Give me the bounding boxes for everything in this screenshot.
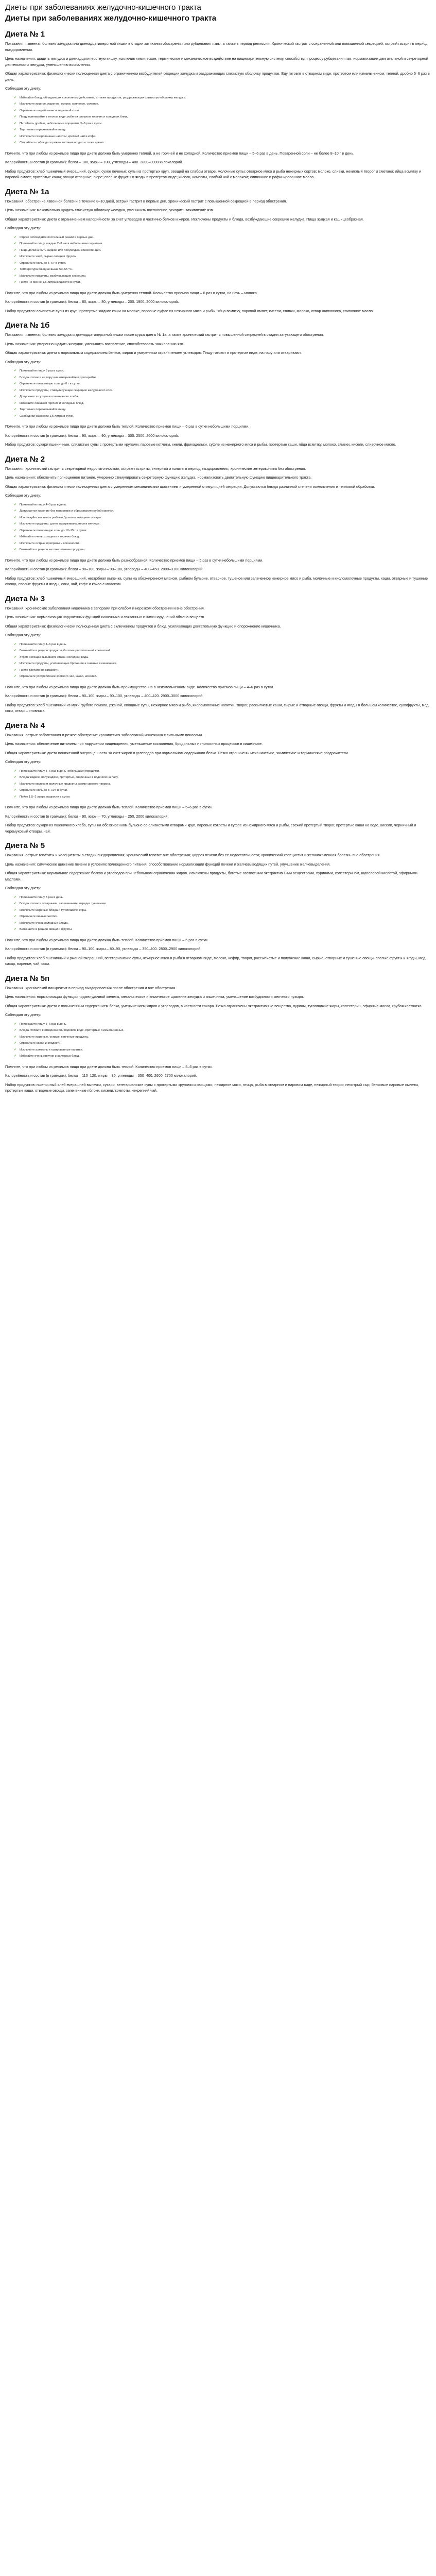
diet-paragraph: Помните, что при любом из режимов пища при диете должна быть умеренно теплой. Количество приемов пищи – 6 раз в сутки, на ночь – молоко. [5, 290, 258, 295]
diet-rule-item: ✔ Блюда жидкие, полужидкие, протертые, сваренные в воде или на пару. [20, 774, 431, 781]
diet-paragraph: Помните, что при любом из режимов пища при диете должна быть теплой. Количество приемов пищи – 5–6 раз в сутки. [5, 1064, 213, 1069]
diet-title: Диета № 1б [5, 321, 50, 330]
diet-rule-item: ✔ Избегайте очень холодных и горячих блюд. [20, 534, 431, 540]
diet-title: Диета № 1 [5, 30, 45, 39]
diet-rule-item: ✔ Исключите продукты, стимулирующие секрецию желудочного сока. [20, 387, 431, 394]
diet-paragraph: Помните, что при любом из режимов пища при диете должна быть теплой. Количество приемов пищи – 5 раз в сутки. [5, 937, 208, 942]
diet-intro-paragraph: Цель назначения: химическое щажение печени в условиях полноценного питания, способствование нормализации функций печени и желчевыводящих путей, улучшение желчевыделения. [5, 861, 331, 867]
diet-paragraph: Набор продуктов: слизистые супы из круп, протертые жидкие каши на молоке, паровые суфле из нежирного мяса и рыбы, яйца всмятку, паровой омлет, кисели, сливки, молоко, отвар шиповника, сливочное масло. [5, 308, 374, 313]
diet-rule-item: ✔ Пейте 1,5–2 литра жидкости в сутки. [20, 794, 431, 801]
diet-rule-item: ✔ Пищу принимайте в теплом виде, избегая слишком горячих и холодных блюд. [20, 114, 431, 121]
diet-intro-paragraph: Общая характеристика: физиологически полноценная диета с умеренным механическим щажением и умеренной стимуляцией секреции. Допускаются блюда различной степени измельчения и тепловой обработки. [5, 484, 375, 489]
diet-rule-item: ✔ Допускаются сухари из пшеничного хлеба. [20, 394, 431, 400]
diet-rule-item: ✔ Блюда готовьте на пару или отваривайте и протирайте. [20, 375, 431, 381]
diet-paragraph: Калорийность и состав (в граммах): белки – 110–120, жиры – 80, углеводы – 350–400. 2600–2700 килокалорий. [5, 1073, 197, 1078]
diet-intro-paragraph: Общая характеристика: диета с нормальным содержанием белков, жиров и умеренным ограничением углеводов. Пищу готовят в протертом виде, на пару или отваривают. [5, 350, 302, 355]
diet-intro-paragraph: Показания: язвенная болезнь желудка и двенадцатиперстной кишки после курса диеты № 1а, а также хронический гастрит с повышенной секрецией в стадии затухающего обострения. [5, 332, 324, 337]
diet-rule-item: ✔ Свободной жидкости 1,5 литра в сутки. [20, 413, 431, 420]
diet-paragraph: Помните, что при любом из режимов пища при диете должна быть умеренно теплой, а не горячей и не холодной. Количество приемов пищи – 5–6 раз в день. Поваренной соли – не более 8–10 г в день. [5, 150, 355, 156]
diet-intro-paragraph: Соблюдая эту диету: [5, 359, 41, 364]
diet-section [5, 188, 431, 314]
diet-section [5, 974, 431, 1094]
diet-section [5, 321, 431, 448]
diet-paragraph: Набор продуктов: сухари из пшеничного хлеба, супы на обезжиренном бульоне со слизистыми отварами круп, паровые котлеты и суфле из нежирного мяса и рыбы, свежий протертый творог, протертые каши на воде, кисели, черничный и черемуховый отвары, чай. [5, 823, 416, 834]
diet-section [5, 841, 431, 967]
diet-section [5, 721, 431, 835]
diet-title: Диета № 4 [5, 721, 45, 730]
diet-rules-list [5, 894, 431, 933]
diet-rule-item: ✔ Допускается жарение без панировки и образования грубой корочки. [20, 508, 431, 515]
diet-rule-item: ✔ Питайтесь дробно, небольшими порциями, 5–6 раз в сутки. [20, 121, 431, 127]
diet-rule-item: ✔ Принимайте пищу 4–5 раз в день. [20, 502, 431, 509]
diet-rule-item: ✔ Тщательно пережевывайте пищу. [20, 127, 431, 133]
diet-rule-item: ✔ Ограничьте соль до 8–10 г в сутки. [20, 787, 431, 794]
diet-rule-item: ✔ Исключите молоко и молочные продукты, кроме свежего творога. [20, 781, 431, 788]
diet-rule-item: ✔ Избегайте блюд, обладающих сокогонным действием, а также продуктов, раздражающих слизистую оболочку желудка. [20, 95, 431, 101]
diet-title: Диета № 1а [5, 187, 49, 196]
diet-rule-item: ✔ Ограничьте потребление поваренной соли. [20, 108, 431, 114]
diet-rule-item: ✔ Ограничьте употребление крепкого чая, какао, киселей. [20, 673, 431, 680]
diet-rule-item: ✔ Ограничьте сахар и сладости. [20, 1040, 431, 1047]
diet-rule-item: ✔ Избегайте слишком горячих и холодных блюд. [20, 400, 431, 407]
diet-intro-paragraph: Показания: хронический гастрит с секреторной недостаточностью; острые гастриты, энтериты и колиты в период выздоровления; хронические энтероколиты без обострения. [5, 466, 306, 471]
diet-intro-paragraph: Показания: язвенная болезнь желудка или двенадцатиперстной кишки в стадии затихания обострения или рубцевания язвы, а также в период ремиссии. Хронический гастрит с сохраненной или повышенной секрецией; острый гастрит в период выздоровления. [5, 41, 428, 52]
diet-intro-paragraph: Общая характеристика: физиологически полноценная диета с ограничением возбудителей секреции желудка и раздражающих слизистую оболочку продуктов. Еду готовят в отварном виде, протертом или измельченном; теплой, дробно 5–6 раз в день. [5, 71, 430, 82]
diet-paragraph: Набор продуктов: хлеб пшеничный вчерашний, сухари, сухое печенье; супы из протертых круп, овощей на слабом отваре, молочные супы; отварное мясо и рыба нежирных сортов; молоко, сливки, некислый творог и сметана; яйца всмятку и паровой омлет; протертые каши; овощи отварные, пюре; спелые фрукты и ягоды в протертом виде; кисели, компоты, слабый чай с молоком; сливочное и рафинированное масло. [5, 168, 422, 179]
diet-rule-item: ✔ Принимайте пищу 4–6 раз в день. [20, 641, 431, 648]
diet-intro-paragraph: Общая характеристика: диета с ограничением калорийности за счет углеводов и частично белков и жиров. Исключены продукты и блюда, возбуждающие секрецию желудка. Пища жидкая и кашицеобразная. [5, 216, 364, 222]
diet-intro-paragraph: Показания: острые гепатиты и холециститы в стадии выздоровления; хронический гепатит вне обострения; цирроз печени без ее недостаточности; хронический холецистит и желчнокаменная болезнь вне обострения. [5, 853, 381, 857]
diet-rule-item: ✔ Температура блюд не выше 50–55 °С. [20, 266, 431, 273]
diet-paragraph: Помните, что при любом из режимов пища при диете должна быть теплой. Количество приемов пищи – 5–6 раз в сутки. [5, 805, 213, 809]
diet-paragraph: Калорийность и состав (в граммах): белки – 90–100, жиры – 90–100, углеводы – 400–420. 2900–3000 килокалорий. [5, 693, 204, 698]
diet-rule-item: ✔ Блюда готовьте отварными, запеченными, изредка тушеными. [20, 901, 431, 907]
diet-intro-paragraph: Общая характеристика: нормальное содержание белков и углеводов при небольшом ограничении жиров. Исключены продукты, богатые азотистыми экстрактивными веществами, пуринами, холестерином, щавелевой кислотой, эфирными маслами. [5, 871, 417, 882]
diet-rules-list [5, 641, 431, 680]
diet-rule-item: ✔ Принимайте пищу 5–6 раз в день небольшими порциями. [20, 768, 431, 775]
page-heading: Диеты при заболеваниях желудочно-кишечного тракта [5, 14, 217, 23]
diet-rule-item: ✔ Принимайте пищу каждые 2–3 часа небольшими порциями. [20, 241, 431, 247]
diet-paragraph: Помните, что при любом из режимов пища при диете должна быть преимущественно в неизмельченном виде. Количество приемов пищи – 4–6 раз в сутки. [5, 684, 274, 689]
diet-rule-item: ✔ Исключите продукты, долго задерживающиеся в желудке. [20, 521, 431, 528]
diet-intro-paragraph: Показания: острые заболевания и резкое обострение хронических заболеваний кишечника с сильными поносами. [5, 732, 203, 737]
diet-title: Диета № 5п [5, 974, 50, 983]
diet-rules-list [5, 234, 431, 286]
diet-section [5, 595, 431, 714]
diet-title: Диета № 3 [5, 594, 45, 603]
diet-rule-item: ✔ Исключите жирное, жареное, острое, копченое, соленое. [20, 101, 431, 108]
diet-intro-paragraph: Показания: обострение язвенной болезни в течение 8–10 дней, острый гастрит в первые дни, хронический гастрит с повышенной секрецией в период обострения. [5, 198, 287, 204]
diet-intro-paragraph: Цель назначения: нормализация функции поджелудочной железы, механическое и химическое щажение желудка и кишечника, уменьшение возбудимости желчного пузыря. [5, 994, 304, 999]
diet-paragraph: Калорийность и состав (в граммах): белки – 90–100, жиры – 90–100, углеводы – 400–450. 2800–3100 килокалорий. [5, 567, 204, 571]
diet-rule-item: ✔ Используйте мясные и рыбные бульоны, овощные отвары. [20, 515, 431, 521]
document-page [0, 0, 436, 1107]
diet-paragraph: Калорийность и состав (в граммах): белки – 90, жиры – 70, углеводы – 250. 2000 килокалорий. [5, 814, 169, 819]
diet-paragraph: Помните, что при любом из режимов пища при диете должна быть теплой. Количество приемов пищи – 6 раз в сутки небольшими порциями. [5, 424, 250, 429]
diet-rules-list [5, 502, 431, 553]
diet-intro-paragraph: Цель назначения: умеренно щадить желудок, уменьшить воспаление, способствовать заживлению язв. [5, 341, 184, 346]
diet-section [5, 30, 431, 180]
diet-rule-item: ✔ Принимайте пищу 6 раз в сутки. [20, 368, 431, 375]
diet-rule-item: ✔ Исключите жареные, острые, копченые продукты. [20, 1034, 431, 1041]
diet-title: Диета № 2 [5, 454, 45, 464]
diet-paragraph: Калорийность и состав (в граммах): белки – 90, жиры – 90, углеводы – 300. 2500–2600 килокалорий. [5, 433, 179, 438]
diet-rule-item: ✔ Ограничьте поваренную соль до 12–15 г в сутки. [20, 528, 431, 534]
diet-rules-list [5, 368, 431, 419]
diet-rules-list [5, 768, 431, 801]
diet-intro-paragraph: Показания: хронический панкреатит в период выздоровления после обострения и вне обострения. [5, 985, 177, 990]
diet-rule-item: ✔ Исключите очень холодные блюда. [20, 920, 431, 927]
diet-rule-item: ✔ Принимайте пищу 5–6 раз в день. [20, 1021, 431, 1028]
diets-container [5, 30, 431, 1094]
diet-intro-paragraph: Общая характеристика: физиологически полноценная диета с включением продуктов и блюд, усиливающих двигательную функцию и опорожнение кишечника. [5, 623, 281, 629]
diet-rule-item: ✔ Ограничьте соль до 5–6 г в сутки. [20, 260, 431, 267]
diet-rule-item: ✔ Строго соблюдайте постельный режим в первые дни. [20, 234, 431, 241]
diet-rules-list [5, 1021, 431, 1060]
diet-intro-paragraph: Соблюдая эту диету: [5, 633, 41, 637]
diet-rule-item: ✔ Тщательно пережевывайте пищу. [20, 406, 431, 413]
diet-intro-paragraph: Общая характеристика: диета пониженной энергоценности за счет жиров и углеводов при нормальном содержании белка. Резко ограничены механические, химические и термические раздражители. [5, 750, 349, 755]
diet-rule-item: ✔ Включайте в рацион овощи и фрукты. [20, 926, 431, 933]
diet-rule-item: ✔ Пейте не менее 1,5 литра жидкости в сутки. [20, 279, 431, 286]
diet-rule-item: ✔ Исключите продукты, усиливающие брожение и гниение в кишечнике. [20, 660, 431, 667]
diet-intro-paragraph: Показания: хронические заболевания кишечника с запорами при слабом и нерезком обострении и вне обострения. [5, 605, 205, 611]
diet-rule-item: ✔ Ограничьте яичные желтки. [20, 913, 431, 920]
diet-paragraph: Калорийность и состав (в граммах): белки – 80, жиры – 80, углеводы – 200. 1900–2000 килокалорий. [5, 299, 179, 304]
diet-intro-paragraph: Соблюдая эту диету: [5, 1012, 41, 1017]
diet-rule-item: ✔ Исключите продукты, возбуждающие секрецию. [20, 273, 431, 280]
diet-intro-paragraph: Цель назначения: нормализация нарушенных функций кишечника и связанных с ними нарушений обмена веществ. [5, 615, 205, 619]
diet-paragraph: Набор продуктов: сухари пшеничные, слизистые супы с протертыми крупами, паровые котлеты, кнели, фрикадельки, суфле из нежирного мяса и рыбы, протертые каши, яйца всмятку, молоко, сливки, кисели, сливочное масло. [5, 442, 396, 447]
diet-intro-paragraph: Соблюдая эту диету: [5, 886, 41, 890]
diet-rule-item: ✔ Исключите хлеб, сырые овощи и фрукты. [20, 253, 431, 260]
diet-intro-paragraph: Цель назначения: максимально щадить слизистую оболочку желудка, уменьшить воспаление, ускорить заживление язв. [5, 208, 214, 212]
diet-paragraph: Набор продуктов: хлеб пшеничный из муки грубого помола, ржаной, овощные супы, нежирное мясо и рыба, кисломолочные напитки, творог, рассыпчатые каши, сырые и отварные овощи, фрукты и ягоды в большом количестве, сухофрукты, мед, соки, отвар шиповника. [5, 702, 430, 713]
diet-title: Диета № 5 [5, 841, 45, 850]
diet-intro-paragraph: Соблюдая эту диету: [5, 759, 41, 764]
diet-intro-paragraph: Соблюдая эту диету: [5, 226, 41, 230]
diet-intro-paragraph: Цель назначения: щадить желудок и двенадцатиперстную кишку, исключив химическое, термическое и механическое воздействие на пищеварительную систему, способствуя процессу рубцевания язв, нормализации двигательной и секреторной деятельности желудка, уменьшению воспаления. [5, 56, 428, 67]
diet-rule-item: ✔ Исключите алкоголь и газированные напитки. [20, 1047, 431, 1054]
diet-rule-item: ✔ Включайте в рацион продукты, богатые растительной клетчаткой. [20, 648, 431, 654]
diet-paragraph: Калорийность и состав (в граммах): белки – 90–100, жиры – 80–90, углеводы – 350–400. 2800–2900 килокалорий. [5, 946, 202, 951]
diet-section [5, 455, 431, 587]
diet-intro-paragraph: Соблюдая эту диету: [5, 86, 41, 91]
diet-rule-item: ✔ Включайте в рацион кисломолочные продукты. [20, 547, 431, 553]
diet-intro-paragraph: Соблюдая эту диету: [5, 493, 41, 498]
diet-rule-item: ✔ Исключите газированные напитки, крепкий чай и кофе. [20, 133, 431, 140]
diet-rule-item: ✔ Утром натощак выпивайте стакан холодной воды. [20, 654, 431, 661]
diet-rule-item: ✔ Пища должна быть жидкой или полужидкой консистенции. [20, 247, 431, 254]
diet-intro-paragraph: Цель назначения: обеспечить полноценное питание, умеренно стимулировать секреторную функцию желудка, нормализовать двигательную функцию пищеварительного тракта. [5, 475, 312, 480]
diet-rule-item: ✔ Исключите острые приправы и копчености. [20, 540, 431, 547]
diet-rule-item: ✔ Принимайте пищу 5 раз в день. [20, 894, 431, 901]
diet-intro-paragraph: Общая характеристика: диета с повышенным содержанием белка, уменьшением жиров и углеводов, в частности сахара. Резко ограничены экстрактивные вещества, пурины, тугоплавкие жиры, холестерин, эфирные масла, грубая клетчатка. [5, 1003, 423, 1008]
diet-rules-list [5, 95, 431, 146]
page-title: Диеты при заболеваниях желудочно-кишечного тракта [5, 3, 201, 12]
diet-rule-item: ✔ Ограничьте поваренную соль до 8 г в сутки. [20, 381, 431, 387]
diet-rule-item: ✔ Избегайте очень горячих и холодных блюд. [20, 1053, 431, 1060]
diet-paragraph: Набор продуктов: хлеб пшеничный вчерашний, несдобная выпечка, супы на обезжиренном мясном, рыбном бульоне, отварное, тушеное или запеченное нежирное мясо и рыба, молочные и кисломолочные продукты, каши, отварные и тушеные овощи, спелые фрукты и ягоды, соки, чай, кофе и какао с молоком. [5, 575, 428, 586]
diet-rule-item: ✔ Исключите жареные блюда и тугоплавкие жиры. [20, 907, 431, 914]
diet-rule-item: ✔ Блюда готовьте в отварном или паровом виде, протертые и измельченные. [20, 1027, 431, 1034]
diet-paragraph: Калорийность и состав (в граммах): белки – 100, жиры – 100, углеводы – 400. 2800–3000 килокалорий. [5, 160, 183, 164]
diet-rule-item: ✔ Старайтесь соблюдать режим питания в одно и то же время. [20, 140, 431, 146]
diet-rule-item: ✔ Пейте достаточно жидкости. [20, 667, 431, 674]
diet-intro-paragraph: Цель назначения: обеспечение питанием при нарушении пищеварения, уменьшение воспаления, бродильных и гнилостных процессов в кишечнике. [5, 741, 263, 746]
diet-paragraph: Набор продуктов: пшеничный хлеб вчерашней выпечки, сухари, вегетарианские супы с протертыми крупами и овощами, нежирное мясо, птица, рыба в отварном и паровом виде, нежирный творог, неострый сыр, белковые паровые омлеты, протертые каши, отварные овощи, запеченные яблоки, кисели, компоты, некрепкий чай. [5, 1082, 420, 1093]
diet-paragraph: Набор продуктов: хлеб пшеничный и ржаной вчерашний, вегетарианские супы, нежирное мясо и рыба в отварном виде, молоко, кефир, творог, рассыпчатые и полувязкие каши, сырые, отварные и тушеные овощи, спелые фрукты и ягоды, мед, сахар, варенье, чай, соки. [5, 955, 427, 966]
diet-paragraph: Помните, что при любом из режимов пища при диете должна быть разнообразной. Количество приемов пищи – 5 раз в сутки небольшими порциями. [5, 557, 264, 563]
